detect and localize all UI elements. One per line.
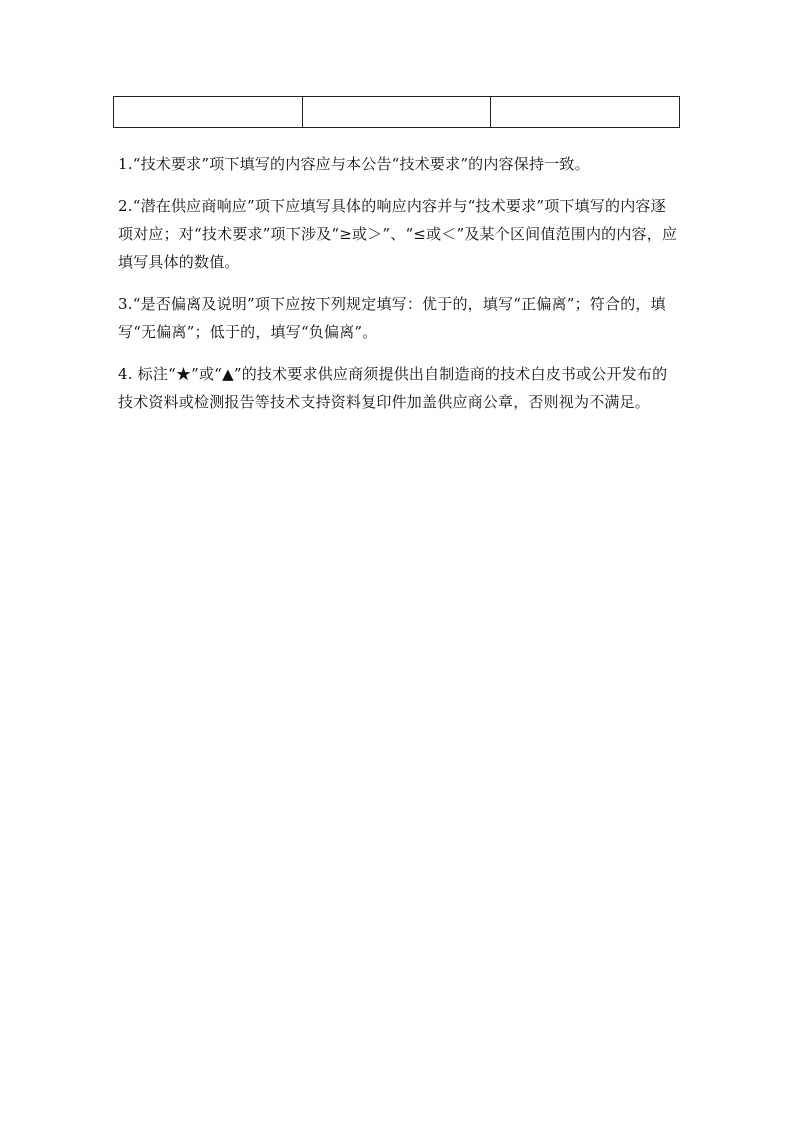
note-3: 3.“是否偏离及说明”项下应按下列规定填写：优于的，填写“正偏离”；符合的，填写“无偏离”；低于的，填写“负偏离”。 <box>118 295 666 341</box>
table-cell <box>302 97 491 127</box>
table-bottom-row <box>113 96 680 128</box>
note-2: 2.“潜在供应商响应”项下应填写具体的响应内容并与“技术要求”项下填写的内容逐项对应；对“技术要求”项下涉及“≥或＞”、“≤或＜”及某个区间值范围内的内容，应填写具体的数值。 <box>118 197 678 271</box>
table-cell <box>490 97 679 127</box>
note-4: 4. 标注“★”或“▲”的技术要求供应商须提供出自制造商的技术白皮书或公开发布的技术资料或检测报告等技术支持资料复印件加盖供应商公章，否则视为不满足。 <box>118 365 668 411</box>
note-1: 1.“技术要求”项下填写的内容应与本公告“技术要求”的内容保持一致。 <box>118 155 590 173</box>
table-cell <box>114 97 302 127</box>
notes-section <box>118 150 678 430</box>
